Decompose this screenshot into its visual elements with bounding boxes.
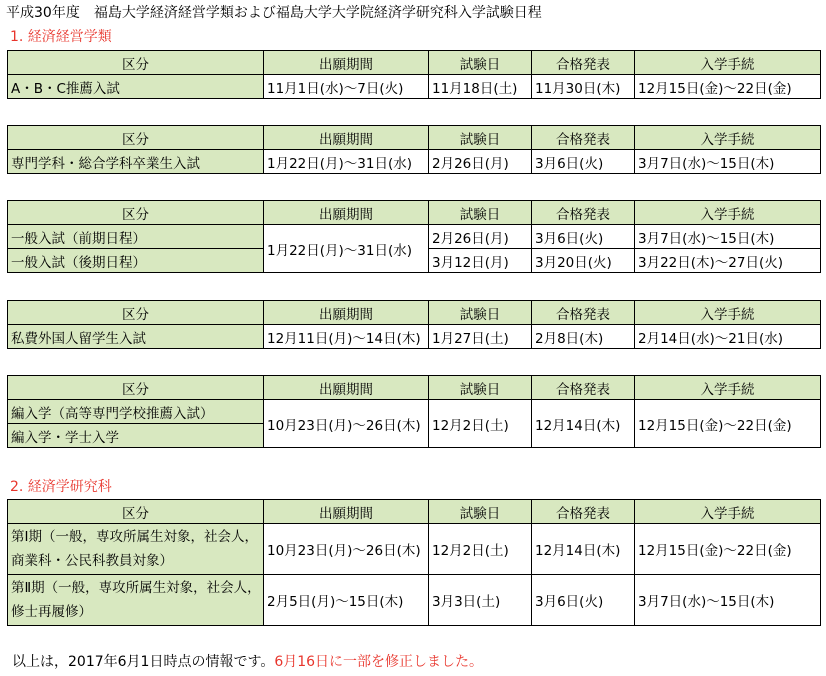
header-category: 区分 xyxy=(8,126,264,150)
header-category: 区分 xyxy=(8,201,264,225)
header-category: 区分 xyxy=(8,51,264,75)
enrollment-procedure: 12月15日(金)～22日(金) xyxy=(635,524,821,575)
schedule-table-recommendation xyxy=(7,50,821,99)
header-exam-date: 試験日 xyxy=(429,301,532,325)
schedule-table-general xyxy=(7,200,821,273)
table-row xyxy=(8,325,821,349)
table-row xyxy=(8,150,821,174)
header-application-period: 出願期間 xyxy=(264,500,429,524)
application-period: 1月22日(月)～31日(水) xyxy=(264,150,429,174)
schedule-table-international xyxy=(7,300,821,349)
enrollment-procedure: 3月22日(木)～27日(火) xyxy=(635,249,821,273)
table-row xyxy=(8,524,821,575)
result-announcement: 3月6日(火) xyxy=(532,225,635,249)
result-announcement: 3月6日(火) xyxy=(532,150,635,174)
header-result-announcement: 合格発表 xyxy=(532,126,635,150)
table-row xyxy=(8,575,821,626)
header-enrollment-procedure: 入学手続 xyxy=(635,376,821,400)
enrollment-procedure: 3月7日(水)～15日(木) xyxy=(635,225,821,249)
header-category: 区分 xyxy=(8,376,264,400)
result-announcement: 11月30日(木) xyxy=(532,75,635,99)
header-enrollment-procedure: 入学手続 xyxy=(635,201,821,225)
table-header-row xyxy=(8,51,821,75)
result-announcement: 3月6日(火) xyxy=(532,575,635,626)
exam-date: 11月18日(土) xyxy=(429,75,532,99)
table-header-row xyxy=(8,376,821,400)
header-enrollment-procedure: 入学手続 xyxy=(635,126,821,150)
header-category: 区分 xyxy=(8,500,264,524)
exam-date: 12月2日(土) xyxy=(429,400,532,448)
page-title: 平成30年度 福島大学経済経営学類および福島大学大学院経済学研究科入学試験日程 xyxy=(6,5,542,21)
exam-date: 1月27日(土) xyxy=(429,325,532,349)
row-category: 専門学科・総合学科卒業生入試 xyxy=(8,150,264,174)
application-period: 10月23日(月)～26日(木) xyxy=(264,400,429,448)
table-row xyxy=(8,75,821,99)
header-exam-date: 試験日 xyxy=(429,201,532,225)
row-category: 第Ⅱ期（一般，専攻所属生対象，社会人，修士再履修） xyxy=(8,575,264,626)
result-announcement: 12月14日(木) xyxy=(532,400,635,448)
header-exam-date: 試験日 xyxy=(429,500,532,524)
table-header-row xyxy=(8,301,821,325)
row-category: 一般入試（前期日程） xyxy=(8,225,264,249)
footer-correction-notice: 6月16日に一部を修正しました。 xyxy=(274,654,484,670)
table-row xyxy=(8,225,821,249)
schedule-table-vocational xyxy=(7,125,821,174)
header-exam-date: 試験日 xyxy=(429,376,532,400)
header-application-period: 出願期間 xyxy=(264,376,429,400)
header-result-announcement: 合格発表 xyxy=(532,376,635,400)
header-enrollment-procedure: 入学手続 xyxy=(635,301,821,325)
application-period: 12月11日(月)～14日(木) xyxy=(264,325,429,349)
exam-date: 3月3日(土) xyxy=(429,575,532,626)
exam-date: 12月2日(土) xyxy=(429,524,532,575)
enrollment-procedure: 12月15日(金)～22日(金) xyxy=(635,400,821,448)
section-heading-graduate: 2. 経済学研究科 xyxy=(10,479,112,495)
result-announcement: 2月8日(木) xyxy=(532,325,635,349)
row-category: 編入学・学士入学 xyxy=(8,424,264,448)
table-header-row xyxy=(8,201,821,225)
row-category: 編入学（高等専門学校推薦入試） xyxy=(8,400,264,424)
header-application-period: 出願期間 xyxy=(264,126,429,150)
exam-date: 2月26日(月) xyxy=(429,225,532,249)
enrollment-procedure: 12月15日(金)～22日(金) xyxy=(635,75,821,99)
header-exam-date: 試験日 xyxy=(429,51,532,75)
row-category: A・B・C推薦入試 xyxy=(8,75,264,99)
table-row xyxy=(8,400,821,424)
row-category: 一般入試（後期日程） xyxy=(8,249,264,273)
result-announcement: 12月14日(木) xyxy=(532,524,635,575)
exam-date: 2月26日(月) xyxy=(429,150,532,174)
header-exam-date: 試験日 xyxy=(429,126,532,150)
section-heading-undergraduate: 1. 経済経営学類 xyxy=(10,29,112,45)
row-category: 私費外国人留学生入試 xyxy=(8,325,264,349)
header-enrollment-procedure: 入学手続 xyxy=(635,500,821,524)
header-category: 区分 xyxy=(8,301,264,325)
enrollment-procedure: 3月7日(水)～15日(木) xyxy=(635,575,821,626)
enrollment-procedure: 2月14日(水)～21日(水) xyxy=(635,325,821,349)
footer-info-text: 以上は，2017年6月1日時点の情報です。 xyxy=(12,654,275,670)
header-result-announcement: 合格発表 xyxy=(532,500,635,524)
row-category: 第Ⅰ期（一般，専攻所属生対象，社会人，商業科・公民科教員対象） xyxy=(8,524,264,575)
application-period: 11月1日(水)～7日(火) xyxy=(264,75,429,99)
header-result-announcement: 合格発表 xyxy=(532,201,635,225)
header-enrollment-procedure: 入学手続 xyxy=(635,51,821,75)
application-period: 1月22日(月)～31日(水) xyxy=(264,225,429,273)
table-header-row xyxy=(8,126,821,150)
application-period: 10月23日(月)～26日(木) xyxy=(264,524,429,575)
table-header-row xyxy=(8,500,821,524)
footer-note xyxy=(12,652,483,672)
header-application-period: 出願期間 xyxy=(264,51,429,75)
enrollment-procedure: 3月7日(水)～15日(木) xyxy=(635,150,821,174)
result-announcement: 3月20日(火) xyxy=(532,249,635,273)
exam-date: 3月12日(月) xyxy=(429,249,532,273)
application-period: 2月5日(月)～15日(木) xyxy=(264,575,429,626)
header-result-announcement: 合格発表 xyxy=(532,51,635,75)
header-result-announcement: 合格発表 xyxy=(532,301,635,325)
header-application-period: 出願期間 xyxy=(264,301,429,325)
header-application-period: 出願期間 xyxy=(264,201,429,225)
schedule-table-transfer xyxy=(7,375,821,448)
schedule-table-graduate xyxy=(7,499,821,626)
